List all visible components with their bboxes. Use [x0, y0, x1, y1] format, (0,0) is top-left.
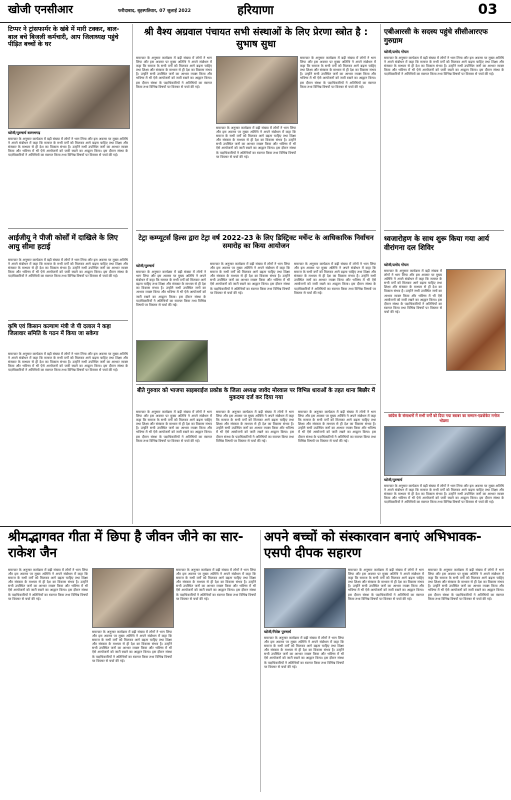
body-a9-col2: समाचार के अनुसार कार्यक्रम में बड़ी संख्या में लोगों ने भाग लिया और इस अवसर पर मुख्य अतिथि ने अपने संबोधन में कहा कि समाज के सभी वर्गों को मिलकर आगे बढ़ना चाहिए तथा शिक्षा और संस्कार के माध्यम से ही देश का विकास संभव है। उन्होंने सभी उपस्थित जनों का आभार व्यक्त किया और भविष्य में भी ऐसे आयोजनों को जारी रखने का आह्वान किया। इस दौरान संस्था के पदाधिकारियों ने अतिथियों का स्वागत किया तथा विभिन्न विषयों पर विस्तार से चर्चा की गई।: [92, 630, 172, 663]
byline-a10: खोजी/नितेश पुरुषार्थ: [264, 630, 291, 634]
body-a10-col3: समाचार के अनुसार कार्यक्रम में बड़ी संख्या में लोगों ने भाग लिया और इस अवसर पर मुख्य अतिथि ने अपने संबोधन में कहा कि समाज के सभी वर्गों को मिलकर आगे बढ़ना चाहिए तथा शिक्षा और संस्कार के माध्यम से ही देश का विकास संभव है। उन्होंने सभी उपस्थित जनों का आभार व्यक्त किया और भविष्य में भी ऐसे आयोजनों को जारी रखने का आह्वान किया। इस दौरान संस्था के पदाधिकारियों ने अतिथियों का स्वागत किया तथा विभिन्न विषयों पर विस्तार से चर्चा की गई।: [428, 568, 504, 601]
headline-a3: एबीआरसी के सदस्य पहुंचे सीसीआरएफ गुरुग्राम: [384, 27, 488, 45]
byline-a1: खोजी/पुरुषार्थ बल्लभगढ़: [8, 131, 41, 135]
section-name: हरियाणा: [237, 3, 274, 17]
body-a2-col3: समाचार के अनुसार कार्यक्रम में बड़ी संख्या में लोगों ने भाग लिया और इस अवसर पर मुख्य अतिथि ने अपने संबोधन में कहा कि समाज के सभी वर्गों को मिलकर आगे बढ़ना चाहिए तथा शिक्षा और संस्कार के माध्यम से ही देश का विकास संभव है। उन्होंने सभी उपस्थित जनों का आभार व्यक्त किया और भविष्य में भी ऐसे आयोजनों को जारी रखने का आह्वान किया। इस दौरान संस्था के पदाधिकारियों ने अतिथियों का स्वागत किया तथा विभिन्न विषयों पर विस्तार से चर्चा की गई।: [300, 56, 376, 89]
body-a9-col1: समाचार के अनुसार कार्यक्रम में बड़ी संख्या में लोगों ने भाग लिया और इस अवसर पर मुख्य अतिथि ने अपने संबोधन में कहा कि समाज के सभी वर्गों को मिलकर आगे बढ़ना चाहिए तथा शिक्षा और संस्कार के माध्यम से ही देश का विकास संभव है। उन्होंने सभी उपस्थित जनों का आभार व्यक्त किया और भविष्य में भी ऐसे आयोजनों को जारी रखने का आह्वान किया। इस दौरान संस्था के पदाधिकारियों ने अतिथियों का स्वागत किया तथा विभिन्न विषयों पर विस्तार से चर्चा की गई।: [8, 568, 88, 601]
photo-manoj-bhodsa: [384, 426, 506, 476]
headline-a10: अपने बच्चों को संस्कारवान बनाएं अभिभावक-एसपी दीपक सहारण: [264, 530, 482, 561]
headline-a9: श्रीमद्भागवत गीता में छिपा है जीवन जीने का सार-राकेश जैन: [8, 530, 244, 561]
body-a6-col2: समाचार के अनुसार कार्यक्रम में बड़ी संख्या में लोगों ने भाग लिया और इस अवसर पर मुख्य अतिथि ने अपने संबोधन में कहा कि समाज के सभी वर्गों को मिलकर आगे बढ़ना चाहिए तथा शिक्षा और संस्कार के माध्यम से ही देश का विकास संभव है। उन्होंने सभी उपस्थित जनों का आभार व्यक्त किया और भविष्य में भी ऐसे आयोजनों को जारी रखने का आह्वान किया। इस दौरान संस्था के पदाधिकारियों ने अतिथियों का स्वागत किया तथा विभिन्न विषयों पर विस्तार से चर्चा की गई।: [210, 262, 290, 295]
headline-a2: श्री वैश्य अग्रवाल पंचायत सभी संस्थाओं के लिए प्रेरणा स्त्रोत है : सुभाष सुधा: [144, 27, 368, 50]
body-a8-col3: समाचार के अनुसार कार्यक्रम में बड़ी संख्या में लोगों ने भाग लिया और इस अवसर पर मुख्य अतिथि ने अपने संबोधन में कहा कि समाज के सभी वर्गों को मिलकर आगे बढ़ना चाहिए तथा शिक्षा और संस्कार के माध्यम से ही देश का विकास संभव है। उन्होंने सभी उपस्थित जनों का आभार व्यक्त किया और भविष्य में भी ऐसे आयोजनों को जारी रखने का आह्वान किया। इस दौरान संस्था के पदाधिकारियों ने अतिथियों का स्वागत किया तथा विभिन्न विषयों पर विस्तार से चर्चा की गई।: [298, 410, 376, 443]
headline-a1: टिप्पर ने ट्रांसफार्मर के खंबे में मारी टक्कर, बाल-बाल बचे बिजली कर्मचारी, आप जिलाध्यक्ष पहुंचे पीड़ित बच्चों के घर: [8, 26, 120, 49]
byline-a3: खोजी/प्रमोद गोयल: [384, 50, 409, 54]
photo-shivir: [446, 269, 506, 371]
body-c1: समाचार के अनुसार कार्यक्रम में बड़ी संख्या में लोगों ने भाग लिया और इस अवसर पर मुख्य अतिथि ने अपने संबोधन में कहा कि समाज के सभी वर्गों को मिलकर आगे बढ़ना चाहिए तथा शिक्षा और संस्कार के माध्यम से ही देश का विकास संभव है। उन्होंने सभी उपस्थित जनों का आभार व्यक्त किया और भविष्य में भी ऐसे आयोजनों को जारी रखने का आह्वान किया। इस दौरान संस्था के पदाधिकारियों ने अतिथियों का स्वागत किया तथा विभिन्न विषयों पर विस्तार से चर्चा की गई।: [384, 484, 504, 505]
body-a5: समाचार के अनुसार कार्यक्रम में बड़ी संख्या में लोगों ने भाग लिया और इस अवसर पर मुख्य अतिथि ने अपने संबोधन में कहा कि समाज के सभी वर्गों को मिलकर आगे बढ़ना चाहिए तथा शिक्षा और संस्कार के माध्यम से ही देश का विकास संभव है। उन्होंने सभी उपस्थित जनों का आभार व्यक्त किया और भविष्य में भी ऐसे आयोजनों को जारी रखने का आह्वान किया। इस दौरान संस्था के पदाधिकारियों ने अतिथियों का स्वागत किया तथा विभिन्न विषयों पर विस्तार से चर्चा की गई।: [8, 352, 128, 373]
body-a6-col3: समाचार के अनुसार कार्यक्रम में बड़ी संख्या में लोगों ने भाग लिया और इस अवसर पर मुख्य अतिथि ने अपने संबोधन में कहा कि समाज के सभी वर्गों को मिलकर आगे बढ़ना चाहिए तथा शिक्षा और संस्कार के माध्यम से ही देश का विकास संभव है। उन्होंने सभी उपस्थित जनों का आभार व्यक्त किया और भविष्य में भी ऐसे आयोजनों को जारी रखने का आह्वान किया। इस दौरान संस्था के पदाधिकारियों ने अतिथियों का स्वागत किया तथा विभिन्न विषयों पर विस्तार से चर्चा की गई।: [294, 262, 376, 295]
photo-subhash-sudha: [216, 56, 298, 124]
byline-a7: खोजी/प्रमोद गोयल: [384, 263, 409, 267]
body-a2-col2: समाचार के अनुसार कार्यक्रम में बड़ी संख्या में लोगों ने भाग लिया और इस अवसर पर मुख्य अतिथि ने अपने संबोधन में कहा कि समाज के सभी वर्गों को मिलकर आगे बढ़ना चाहिए तथा शिक्षा और संस्कार के माध्यम से ही देश का विकास संभव है। उन्होंने सभी उपस्थित जनों का आभार व्यक्त किया और भविष्य में भी ऐसे आयोजनों को जारी रखने का आह्वान किया। इस दौरान संस्था के पदाधिकारियों ने अतिथियों का स्वागत किया तथा विभिन्न विषयों पर विस्तार से चर्चा की गई।: [216, 126, 296, 159]
headline-a5: कृषि एवं किसान कल्याण मंत्री जे पी दलाल ने कहा जिलावार समिति के गठन में किया जा सकेगा: [8, 324, 111, 337]
headline-a6: टेट्रा कम्प्यूटर्स हिल्स द्वारा टेट्रा वर्ष 2022-23 के लिए डिस्ट्रिक्ट मर्चेन्ट के आधिकारिक निर्वाचन समारोह का किया आयोजन: [138, 234, 374, 251]
body-a10-col2: समाचार के अनुसार कार्यक्रम में बड़ी संख्या में लोगों ने भाग लिया और इस अवसर पर मुख्य अतिथि ने अपने संबोधन में कहा कि समाज के सभी वर्गों को मिलकर आगे बढ़ना चाहिए तथा शिक्षा और संस्कार के माध्यम से ही देश का विकास संभव है। उन्होंने सभी उपस्थित जनों का आभार व्यक्त किया और भविष्य में भी ऐसे आयोजनों को जारी रखने का आह्वान किया। इस दौरान संस्था के पदाधिकारियों ने अतिथियों का स्वागत किया तथा विभिन्न विषयों पर विस्तार से चर्चा की गई।: [348, 568, 424, 601]
body-a10-col1: समाचार के अनुसार कार्यक्रम में बड़ी संख्या में लोगों ने भाग लिया और इस अवसर पर मुख्य अतिथि ने अपने संबोधन में कहा कि समाज के सभी वर्गों को मिलकर आगे बढ़ना चाहिए तथा शिक्षा और संस्कार के माध्यम से ही देश का विकास संभव है। उन्होंने सभी उपस्थित जनों का आभार व्यक्त किया और भविष्य में भी ऐसे आयोजनों को जारी रखने का आह्वान किया। इस दौरान संस्था के पदाधिकारियों ने अतिथियों का स्वागत किया तथा विभिन्न विषयों पर विस्तार से चर्चा की गई।: [264, 636, 344, 669]
body-a1: समाचार के अनुसार कार्यक्रम में बड़ी संख्या में लोगों ने भाग लिया और इस अवसर पर मुख्य अतिथि ने अपने संबोधन में कहा कि समाज के सभी वर्गों को मिलकर आगे बढ़ना चाहिए तथा शिक्षा और संस्कार के माध्यम से ही देश का विकास संभव है। उन्होंने सभी उपस्थित जनों का आभार व्यक्त किया और भविष्य में भी ऐसे आयोजनों को जारी रखने का आह्वान किया। इस दौरान संस्था के पदाधिकारियों ने अतिथियों का स्वागत किया तथा विभिन्न विषयों पर विस्तार से चर्चा की गई।: [8, 137, 128, 158]
photo-transformer: [8, 65, 130, 129]
body-a8-col2: समाचार के अनुसार कार्यक्रम में बड़ी संख्या में लोगों ने भाग लिया और इस अवसर पर मुख्य अतिथि ने अपने संबोधन में कहा कि समाज के सभी वर्गों को मिलकर आगे बढ़ना चाहिए तथा शिक्षा और संस्कार के माध्यम से ही देश का विकास संभव है। उन्होंने सभी उपस्थित जनों का आभार व्यक्त किया और भविष्य में भी ऐसे आयोजनों को जारी रखने का आह्वान किया। इस दौरान संस्था के पदाधिकारियों ने अतिथियों का स्वागत किया तथा विभिन्न विषयों पर विस्तार से चर्चा की गई।: [216, 410, 294, 443]
paper-name: खोजी एनसीआर: [8, 3, 73, 16]
body-a9-col3: समाचार के अनुसार कार्यक्रम में बड़ी संख्या में लोगों ने भाग लिया और इस अवसर पर मुख्य अतिथि ने अपने संबोधन में कहा कि समाज के सभी वर्गों को मिलकर आगे बढ़ना चाहिए तथा शिक्षा और संस्कार के माध्यम से ही देश का विकास संभव है। उन्होंने सभी उपस्थित जनों का आभार व्यक्त किया और भविष्य में भी ऐसे आयोजनों को जारी रखने का आह्वान किया। इस दौरान संस्था के पदाधिकारियों ने अतिथियों का स्वागत किया तथा विभिन्न विषयों पर विस्तार से चर्चा की गई।: [176, 568, 256, 601]
date-line: फरीदाबाद, बृहस्पतिवार, 07 जुलाई 2022: [118, 9, 191, 14]
body-a6: समाचार के अनुसार कार्यक्रम में बड़ी संख्या में लोगों ने भाग लिया और इस अवसर पर मुख्य अतिथि ने अपने संबोधन में कहा कि समाज के सभी वर्गों को मिलकर आगे बढ़ना चाहिए तथा शिक्षा और संस्कार के माध्यम से ही देश का विकास संभव है। उन्होंने सभी उपस्थित जनों का आभार व्यक्त किया और भविष्य में भी ऐसे आयोजनों को जारी रखने का आह्वान किया। इस दौरान संस्था के पदाधिकारियों ने अतिथियों का स्वागत किया तथा विभिन्न विषयों पर विस्तार से चर्चा की गई।: [136, 270, 206, 307]
headline-a8: बीते गुरुवार को भाजपा साइबराईज प्रकोष्ठ के जिला अध्यक्ष जावेद मोरवाल पर विभिन्न धाराओं के तहत थाना बिछौर में मुकदमा दर्ज कर दिया गया: [137, 388, 375, 401]
photo-group-a6: [136, 340, 208, 382]
caption-congress: कांग्रेस के संसाधनों में सभी वर्गों को दिया गया बराबर का सम्मान-एडवोकेट मनोज भोडसा: [388, 413, 500, 423]
body-a3: समाचार के अनुसार कार्यक्रम में बड़ी संख्या में लोगों ने भाग लिया और इस अवसर पर मुख्य अतिथि ने अपने संबोधन में कहा कि समाज के सभी वर्गों को मिलकर आगे बढ़ना चाहिए तथा शिक्षा और संस्कार के माध्यम से ही देश का विकास संभव है। उन्होंने सभी उपस्थित जनों का आभार व्यक्त किया और भविष्य में भी ऐसे आयोजनों को जारी रखने का आह्वान किया। इस दौरान संस्था के पदाधिकारियों ने अतिथियों का स्वागत किया तथा विभिन्न विषयों पर विस्तार से चर्चा की गई।: [384, 56, 504, 77]
headline-a4: आईजीयू ने पीजी कोर्सों में दाखिले के लिए आयु सीमा हटाई: [8, 233, 118, 251]
body-a2-col1: समाचार के अनुसार कार्यक्रम में बड़ी संख्या में लोगों ने भाग लिया और इस अवसर पर मुख्य अतिथि ने अपने संबोधन में कहा कि समाज के सभी वर्गों को मिलकर आगे बढ़ना चाहिए तथा शिक्षा और संस्कार के माध्यम से ही देश का विकास संभव है। उन्होंने सभी उपस्थित जनों का आभार व्यक्त किया और भविष्य में भी ऐसे आयोजनों को जारी रखने का आह्वान किया। इस दौरान संस्था के पदाधिकारियों ने अतिथियों का स्वागत किया तथा विभिन्न विषयों पर विस्तार से चर्चा की गई।: [136, 56, 212, 89]
masthead: [0, 0, 511, 23]
photo-gita: [92, 568, 174, 628]
page-number: 03: [478, 2, 498, 18]
body-a4: समाचार के अनुसार कार्यक्रम में बड़ी संख्या में लोगों ने भाग लिया और इस अवसर पर मुख्य अतिथि ने अपने संबोधन में कहा कि समाज के सभी वर्गों को मिलकर आगे बढ़ना चाहिए तथा शिक्षा और संस्कार के माध्यम से ही देश का विकास संभव है। उन्होंने सभी उपस्थित जनों का आभार व्यक्त किया और भविष्य में भी ऐसे आयोजनों को जारी रखने का आह्वान किया। इस दौरान संस्था के पदाधिकारियों ने अतिथियों का स्वागत किया तथा विभिन्न विषयों पर विस्तार से चर्चा की गई।: [8, 258, 128, 279]
body-a7: समाचार के अनुसार कार्यक्रम में बड़ी संख्या में लोगों ने भाग लिया और इस अवसर पर मुख्य अतिथि ने अपने संबोधन में कहा कि समाज के सभी वर्गों को मिलकर आगे बढ़ना चाहिए तथा शिक्षा और संस्कार के माध्यम से ही देश का विकास संभव है। उन्होंने सभी उपस्थित जनों का आभार व्यक्त किया और भविष्य में भी ऐसे आयोजनों को जारी रखने का आह्वान किया। इस दौरान संस्था के पदाधिकारियों ने अतिथियों का स्वागत किया तथा विभिन्न विषयों पर विस्तार से चर्चा की गई।: [384, 269, 442, 314]
body-a8-col1: समाचार के अनुसार कार्यक्रम में बड़ी संख्या में लोगों ने भाग लिया और इस अवसर पर मुख्य अतिथि ने अपने संबोधन में कहा कि समाज के सभी वर्गों को मिलकर आगे बढ़ना चाहिए तथा शिक्षा और संस्कार के माध्यम से ही देश का विकास संभव है। उन्होंने सभी उपस्थित जनों का आभार व्यक्त किया और भविष्य में भी ऐसे आयोजनों को जारी रखने का आह्वान किया। इस दौरान संस्था के पदाधिकारियों ने अतिथियों का स्वागत किया तथा विभिन्न विषयों पर विस्तार से चर्चा की गई।: [136, 410, 212, 443]
headline-a7-display: ध्वजारोहण के साथ शुरू किया गया आर्य वीरांगना दल शिविर: [384, 234, 490, 252]
byline-a6: खोजी/पुरुषार्थ: [136, 264, 155, 268]
byline-c1: खोजी/पुरुषार्थ: [384, 478, 403, 482]
photo-sp-deepak: [264, 568, 346, 628]
